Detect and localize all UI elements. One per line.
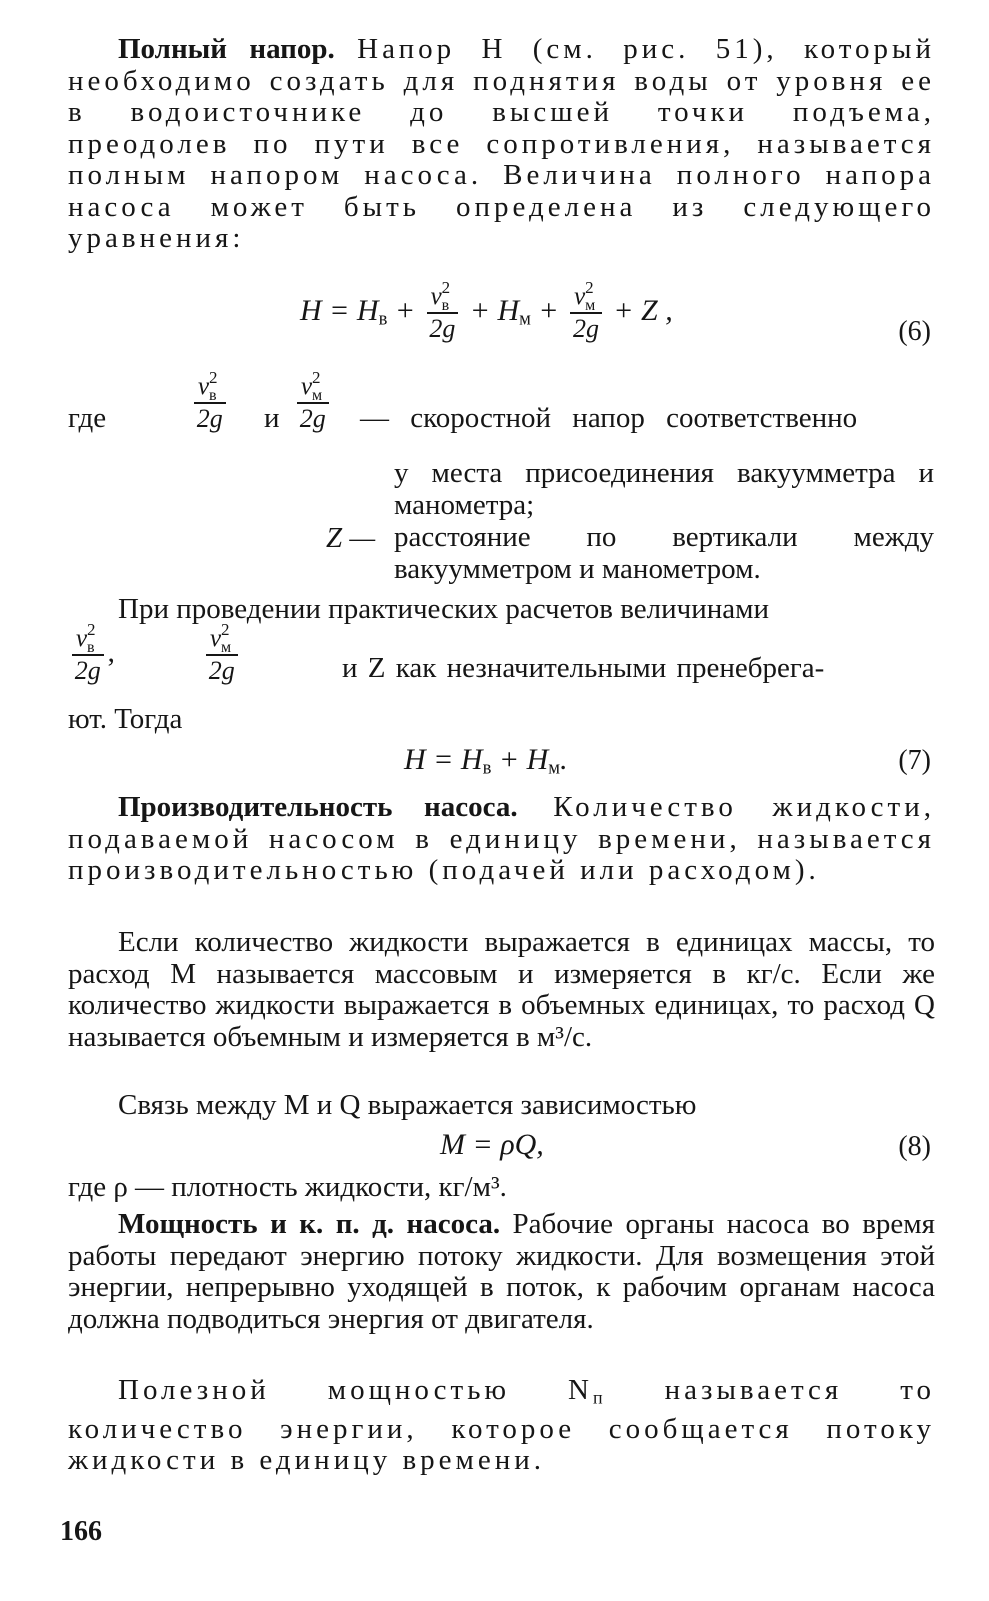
paragraph-full-head: [68, 34, 935, 255]
fraction-vm: v 2 м 2g: [570, 282, 602, 344]
fraction-vv: v 2 в 2g: [427, 282, 459, 344]
equation-number-7: (7): [898, 745, 931, 776]
paragraph-productivity: Производительность насоса. Количество жидкости, подаваемой насосом в единицу времени, называется производительностью (подачей или расходом).: [68, 791, 935, 886]
paragraph-then: ют. Тогда: [68, 703, 183, 735]
heading-productivity: Производительность насоса.: [118, 791, 518, 823]
paragraph-mass-flow: Если количество жидкости выражается в единицах массы, то расход M называется массовым и измеряется в кг/с. Если же количество жидкости выражается в объемных единицах, то расход Q называется объемным и измеряется в м³/с.: [68, 926, 935, 1053]
page-number: 166: [60, 1516, 102, 1547]
equation-7: $H = H_в + H_м$.: [404, 743, 568, 779]
paragraph-useful-power: Полезной мощностью $N_п$ называется то количество энергии, которое сообщается потоку жидкости в единицу времени.: [68, 1374, 935, 1477]
fractions-inline: v 2 в 2g , v 2 м 2g и Z как незначительными пренебрега-: [68, 624, 935, 704]
paragraph-practical: При проведении практических расчетов величинами: [118, 593, 769, 625]
equation-6: $H = H_в$ + v 2 в 2g + $H_м$ + v 2 м 2g + Z ,: [300, 278, 673, 343]
paragraph-relation: Связь между M и Q выражается зависимостью: [118, 1089, 697, 1121]
equation-number-8: (8): [898, 1131, 931, 1162]
book-page: Полный напор. Напор H (см. рис. 51), который необходимо создать для поднятия воды от уровня ее в водоисточнике до высшей точки подъема, преодолев по пути все сопротивления, называется полным напором насоса. Величина полного напора насоса может быть определена из следующего уравнения: $H = H_в$ + v 2 в 2g + $H_м$ + v 2 м 2g + Z , (6) где v 2 в 2g и v 2 м 2g — скоростной напор соответственно у места присоединения вакуумметра и манометра; Z — расстояние по вертикали между вакуумметром и манометром. При проведении практических расчетов величинами v 2 в 2g , v 2 м 2g и Z как незначительными пренебрега- ют. Тогда $H = H_в + H_м$. (7) Производительность насоса. Количество жидкости, подаваемой насосом в единицу времени, называется производительностью (подачей или расходом). Если количество жидкости выражается в единицах массы, то расход M называется массовым и измеряется в кг/с. Если же количество жидкости выражается в объемных единицах, то расход Q называется объемным и измеряется в м³/с. Связь между M и Q выражается зависимостью M = ρQ, (8) где ρ — плотность жидкости, кг/м³. Мощность и к. п. д. насоса. Рабочие органы насоса во время работы передают энергию потоку жидкости. Для возмещения этой энергии, непрерывно уходящей в поток, к рабочим органам насоса должна подводиться энергия от двигателя. Полезной мощностью $N_п$ называется то количество энергии, которое сообщается потоку жидкости в единицу времени. 166: [60, 33, 936, 1547]
heading-power: Мощность и к. п. д. насоса.: [118, 1208, 501, 1240]
paragraph-text: Напор H (см. рис. 51), который необходимо создать для поднятия воды от уровня ее в водоисточнике до высшей точки подъема, преодолев по пути все сопротивления, называется полным напором насоса. Величина полного напора насоса может быть определена из следующего уравнения:: [68, 33, 936, 254]
heading-full-head: Полный напор.: [118, 33, 335, 65]
paragraph-power: Мощность и к. п. д. насоса. Рабочие органы насоса во время работы передают энергию потоку жидкости. Для возмещения этой энергии, непрерывно уходящей в поток, к рабочим органам насоса должна подводиться энергия от двигателя.: [68, 1208, 935, 1335]
equation-number-6: (6): [898, 316, 931, 347]
equation-8: M = ρQ,: [440, 1128, 544, 1161]
paragraph-density: где ρ — плотность жидкости, кг/м³.: [68, 1171, 507, 1203]
